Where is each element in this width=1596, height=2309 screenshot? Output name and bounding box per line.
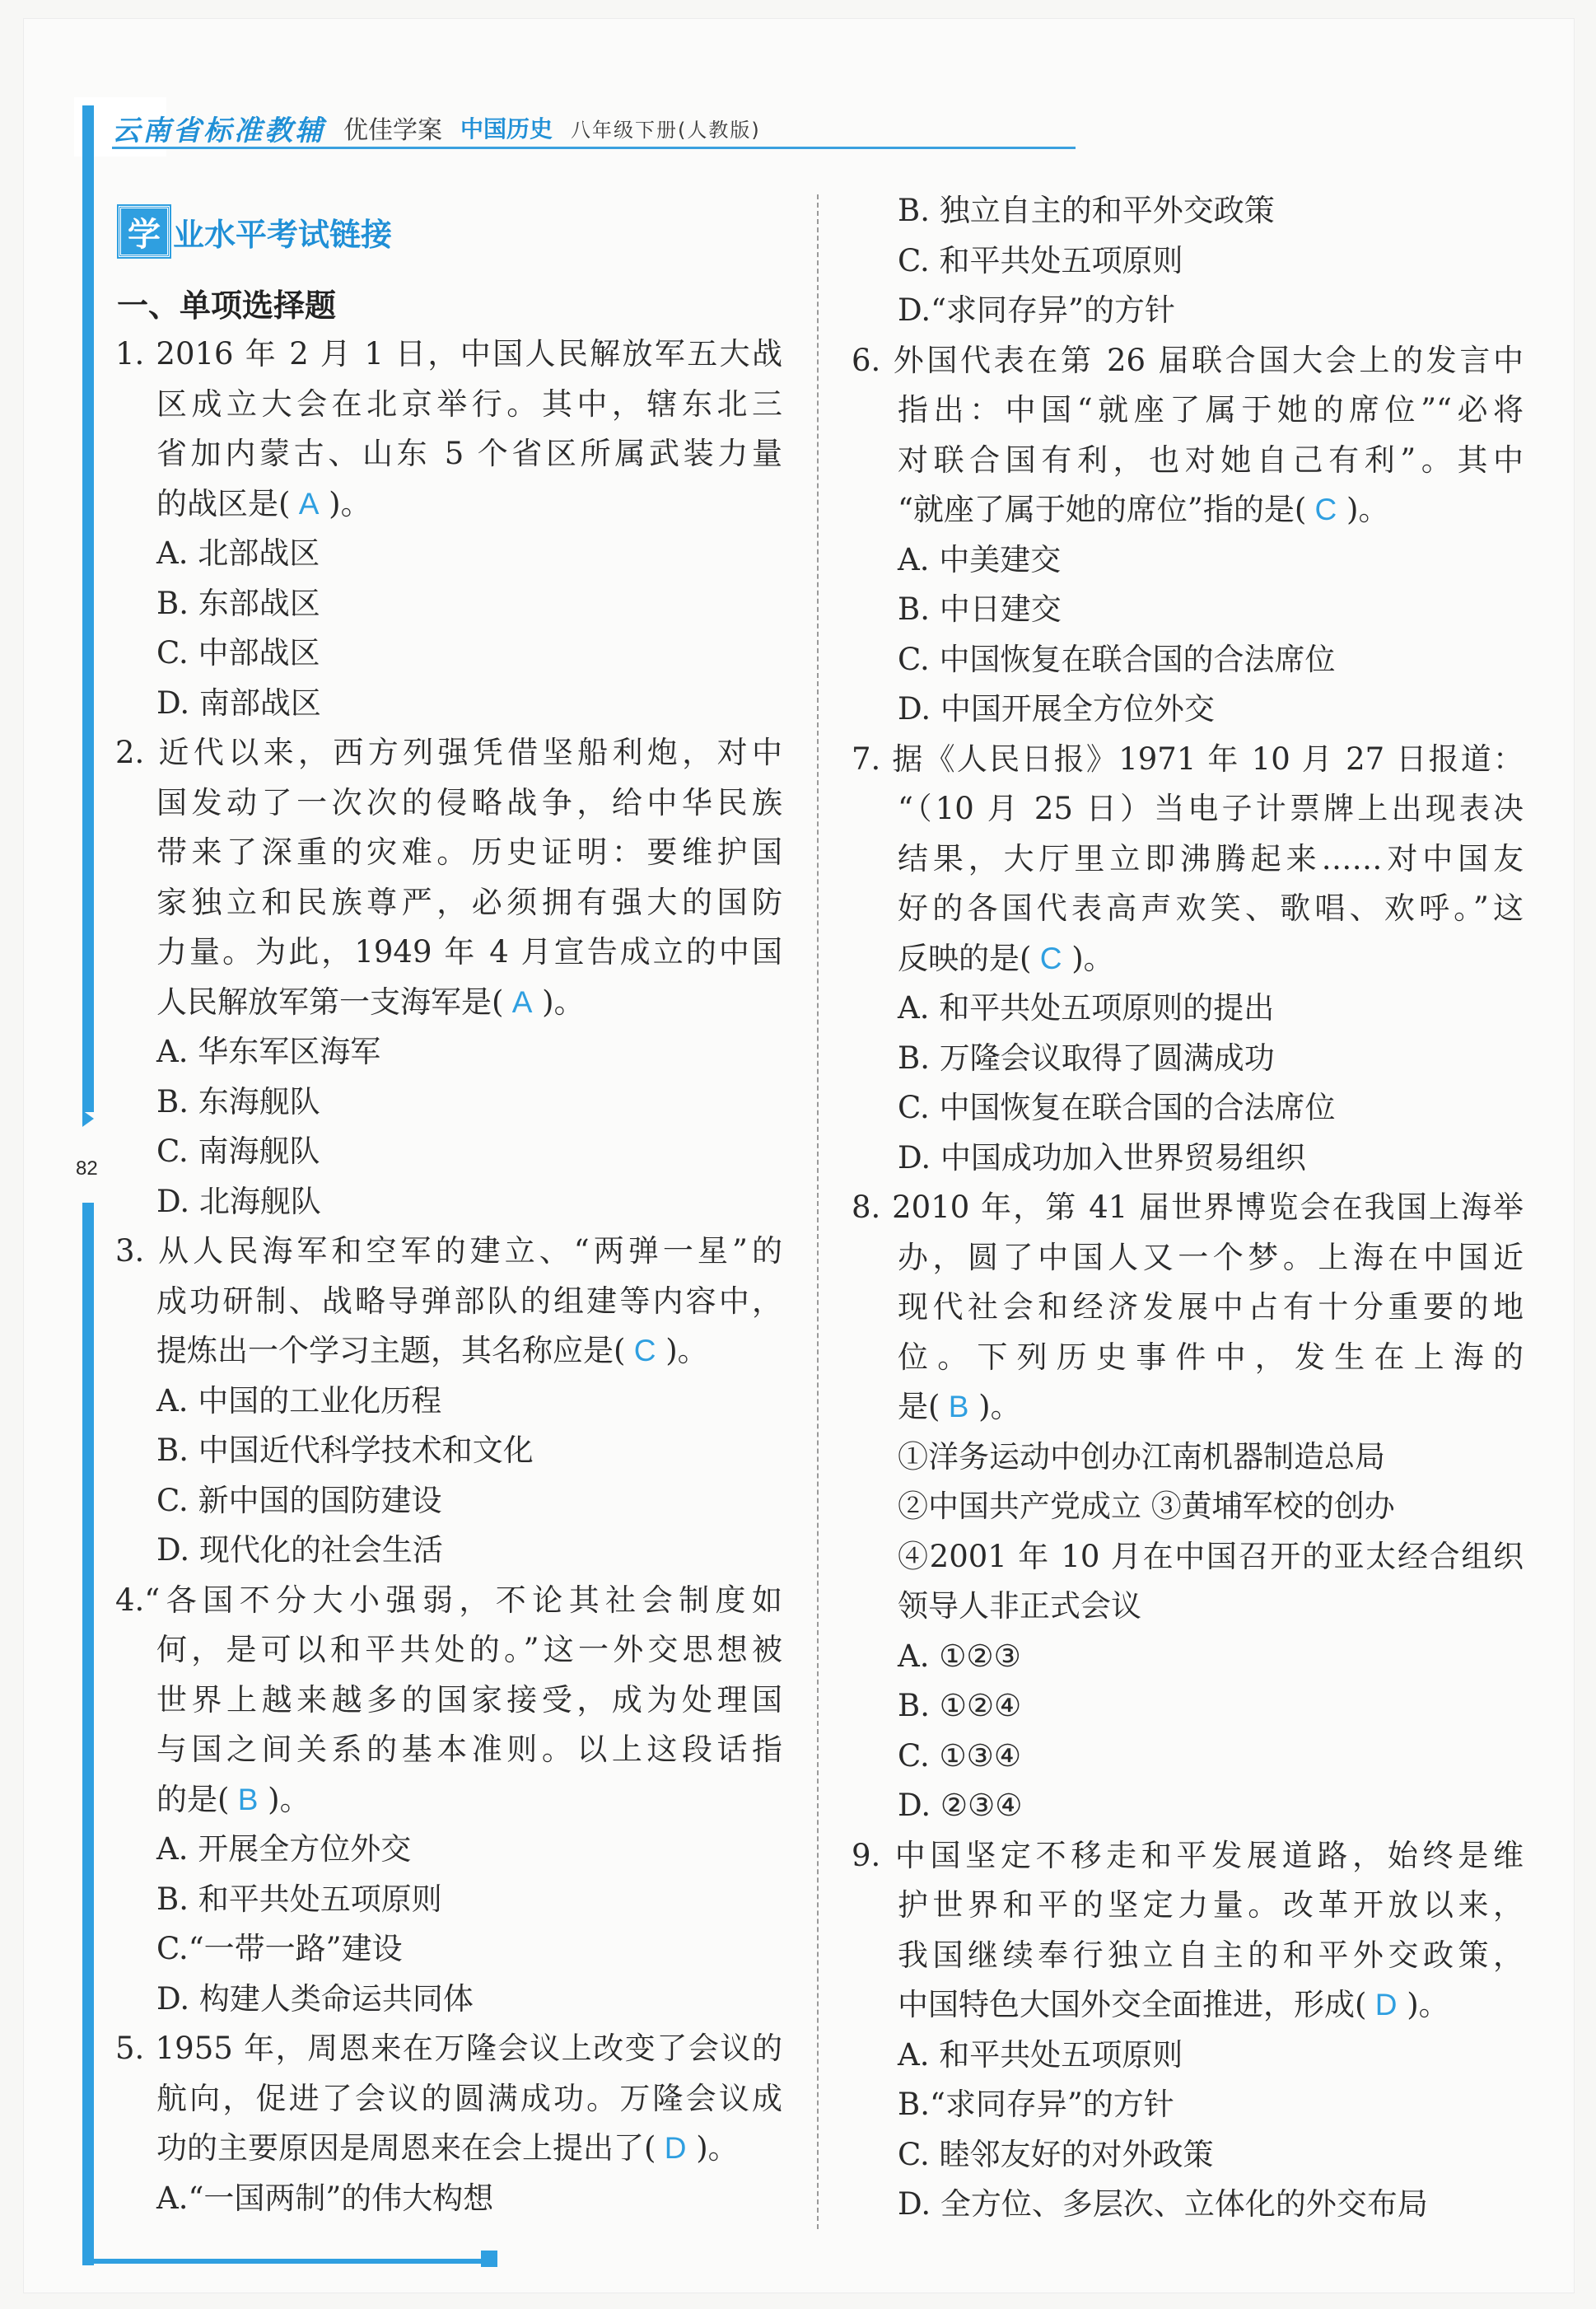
q8-option-A: A. ①②③	[898, 1638, 1021, 1674]
q3-option-C: C. 新中国的国防建设	[156, 1482, 442, 1518]
q9-answer-close: )。	[1397, 1987, 1449, 2022]
q4-option-D: D. 构建人类命运共同体	[156, 1980, 474, 2017]
q1-option-C: C. 中部战区	[156, 635, 320, 671]
q2-stem-line: 国发动了一次次的侵略战争，给中华民族	[156, 784, 782, 820]
q3-option-B: B. 中国近代科学技术和文化	[156, 1433, 534, 1468]
q2-stem-line: 2. 近代以来，西方列强凭借坚船利炮，对中	[115, 735, 782, 770]
q5-stem-line: 功的主要原因是周恩来在会上提出了( D )。	[156, 2130, 739, 2166]
q7-stem-line: “（10 月 25 日）当电子计票牌上出现表决	[898, 791, 1524, 826]
q8-stem-line: 8. 2010 年，第 41 届世界博览会在我国上海举	[852, 1190, 1524, 1225]
q2-option-A: A. 华东军区海军	[156, 1034, 381, 1069]
q2-option-D: D. 北海舰队	[156, 1183, 321, 1219]
series-name: 云南省标准教辅	[112, 114, 325, 147]
q9-stem-line: 护世界和平的坚定力量。改革开放以来，	[898, 1887, 1524, 1923]
q8-option-C: C. ①③④	[898, 1737, 1022, 1774]
q6-stem-line: 对联合国有利，也对她自己有利”。其中	[898, 442, 1524, 478]
q4-stem-line: 的是( B )。	[156, 1781, 310, 1817]
q5-answer-close: )。	[686, 2130, 739, 2166]
q1-stem-line: 的战区是( A )。	[156, 485, 371, 521]
column-divider	[817, 194, 819, 2229]
section-heading	[119, 206, 392, 257]
running-header	[112, 109, 761, 147]
subject-name: 中国历史	[460, 115, 553, 143]
q6-answer: C	[1306, 493, 1337, 526]
q2-answer-close: )。	[532, 984, 585, 1020]
q6-answer-close: )。	[1337, 492, 1389, 527]
q4-stem-line: 与国之间关系的基本准则。以上这段话指	[156, 1732, 782, 1767]
q1-option-A: A. 北部战区	[156, 535, 320, 571]
q6-stem-line: “就座了属于她的席位”指的是( C )。	[898, 492, 1389, 527]
q4-answer-close: )。	[258, 1781, 310, 1817]
page-number: 82	[76, 1157, 98, 1180]
q6-option-D: D. 中国开展全方位外交	[898, 691, 1215, 727]
q8-item: ②中国共产党成立 ③黄埔军校的创办	[898, 1489, 1395, 1524]
q7-option-B: B. 万隆会议取得了圆满成功	[898, 1040, 1275, 1076]
q7-option-A: A. 和平共处五项原则的提出	[898, 990, 1275, 1026]
margin-rail-top	[82, 105, 94, 1112]
q1-stem-line: 区成立大会在北京举行。其中，辖东北三	[156, 386, 782, 422]
q7-stem-line: 好的各国代表高声欢笑、歌唱、欢呼。”这	[898, 890, 1524, 926]
q3-answer: C	[625, 1334, 656, 1367]
q1-option-B: B. 东部战区	[156, 585, 320, 621]
q2-option-B: B. 东海舰队	[156, 1083, 320, 1119]
q7-stem-line: 7. 据《人民日报》1971 年 10 月 27 日报道：	[852, 741, 1524, 777]
header-rule	[112, 147, 1076, 149]
q4-option-B: B. 和平共处五项原则	[156, 1881, 442, 1917]
q5-stem-line: 航向，促进了会议的圆满成功。万隆会议成	[156, 2080, 782, 2116]
q3-answer-close: )。	[656, 1333, 708, 1368]
margin-rail-bottom	[82, 1203, 94, 2265]
q8-option-D: D. ②③④	[898, 1788, 1023, 1823]
grade-label: 八年级下册(人教版)	[571, 118, 761, 142]
q5-option-A: A.“一国两制”的伟大构想	[156, 2180, 494, 2216]
q3-stem-line: 提炼出一个学习主题，其名称应是( C )。	[156, 1333, 708, 1368]
q9-answer: D	[1366, 1988, 1398, 2022]
q6-option-B: B. 中日建交	[898, 591, 1062, 627]
q3-stem-line: 成功研制、战略导弹部队的组建等内容中，	[156, 1283, 782, 1319]
q3-option-D: D. 现代化的社会生活	[156, 1532, 443, 1568]
margin-rail-notch	[82, 1110, 94, 1127]
q9-option-C: C. 睦邻友好的对外政策	[898, 2136, 1214, 2172]
q3-option-A: A. 中国的工业化历程	[156, 1382, 442, 1419]
section-subtitle: 一、单项选择题	[117, 287, 337, 324]
section-badge: 学	[119, 206, 170, 257]
q8-item: 领导人非正式会议	[898, 1588, 1141, 1624]
q1-answer: A	[290, 486, 320, 521]
option-q5-2: C. 和平共处五项原则	[898, 242, 1183, 278]
q6-stem-line: 指出：中国“就座了属于她的席位”“必将	[898, 392, 1524, 428]
q5-stem-line: 5. 1955 年，周恩来在万隆会议上改变了会议的	[115, 2031, 782, 2066]
q9-stem-line: 中国特色大国外交全面推进，形成( D )。	[898, 1987, 1449, 2022]
q8-stem-line: 位。下列历史事件中，发生在上海的	[898, 1339, 1524, 1375]
q7-answer: C	[1031, 941, 1062, 975]
q8-option-B: B. ①②④	[898, 1688, 1022, 1723]
q8-stem-line: 是( B )。	[898, 1389, 1021, 1424]
q4-option-A: A. 开展全方位外交	[156, 1831, 412, 1867]
q9-option-B: B.“求同存异”的方针	[898, 2087, 1174, 2122]
q3-stem-line: 3. 从人民海军和空军的建立、“两弹一星”的	[115, 1233, 782, 1269]
q2-option-C: C. 南海舰队	[156, 1133, 320, 1169]
q8-item: ④2001 年 10 月在中国召开的亚太经合组织	[898, 1538, 1524, 1574]
q4-stem-line: 4.“各国不分大小强弱，不论其社会制度如	[115, 1582, 782, 1618]
option-q5-3: D.“求同存异”的方针	[898, 292, 1175, 328]
q2-stem-line: 力量。为此，1949 年 4 月宣告成立的中国	[156, 934, 782, 970]
q2-stem-line: 家独立和民族尊严，必须拥有强大的国防	[156, 884, 782, 920]
q8-item: ①洋务运动中创办江南机器制造总局	[898, 1438, 1385, 1475]
option-q5-1: B. 独立自主的和平外交政策	[898, 193, 1275, 228]
footer-rule	[82, 2259, 494, 2264]
q8-answer-close: )。	[968, 1389, 1021, 1424]
q4-option-C: C.“一带一路”建设	[156, 1931, 403, 1966]
q9-option-A: A. 和平共处五项原则	[898, 2036, 1183, 2073]
q4-stem-line: 何，是可以和平共处的。”这一外交思想被	[156, 1632, 782, 1667]
q1-stem-line: 1. 2016 年 2 月 1 日，中国人民解放军五大战	[115, 336, 782, 372]
q6-option-C: C. 中国恢复在联合国的合法席位	[898, 641, 1336, 677]
q4-stem-line: 世界上越来越多的国家接受，成为处理国	[156, 1681, 782, 1718]
q7-option-D: D. 中国成功加入世界贸易组织	[898, 1139, 1306, 1176]
q1-answer-close: )。	[319, 485, 371, 521]
q2-stem-line: 带来了深重的灾难。历史证明：要维护国	[156, 834, 782, 870]
q7-stem-line: 结果，大厅里立即沸腾起来……对中国友	[898, 840, 1524, 876]
q7-answer-close: )。	[1062, 940, 1114, 976]
q7-option-C: C. 中国恢复在联合国的合法席位	[898, 1090, 1336, 1125]
q8-answer: B	[940, 1390, 969, 1423]
q8-stem-line: 办，圆了中国人又一个梦。上海在中国近	[898, 1239, 1524, 1275]
q8-stem-line: 现代社会和经济发展中占有十分重要的地	[898, 1289, 1524, 1325]
q4-answer: B	[229, 1782, 259, 1816]
q5-answer: D	[656, 2131, 687, 2165]
q7-stem-line: 反映的是( C )。	[898, 940, 1114, 976]
q9-stem-line: 我国继续奉行独立自主的和平外交政策，	[898, 1937, 1524, 1973]
q6-option-A: A. 中美建交	[898, 541, 1062, 577]
q9-option-D: D. 全方位、多层次、立体化的外交布局	[898, 2186, 1428, 2222]
q1-stem-line: 省加内蒙古、山东 5 个省区所属武装力量	[156, 436, 782, 471]
footer-square	[481, 2251, 497, 2267]
q9-stem-line: 9. 中国坚定不移走和平发展道路，始终是维	[852, 1837, 1524, 1873]
q1-option-D: D. 南部战区	[156, 685, 321, 721]
series-subtitle: 优佳学案	[343, 116, 442, 145]
q2-answer: A	[503, 984, 533, 1019]
q2-stem-line: 人民解放军第一支海军是( A )。	[156, 984, 585, 1020]
section-title: 业水平考试链接	[173, 216, 393, 253]
q6-stem-line: 6. 外国代表在第 26 届联合国大会上的发言中	[852, 342, 1524, 378]
